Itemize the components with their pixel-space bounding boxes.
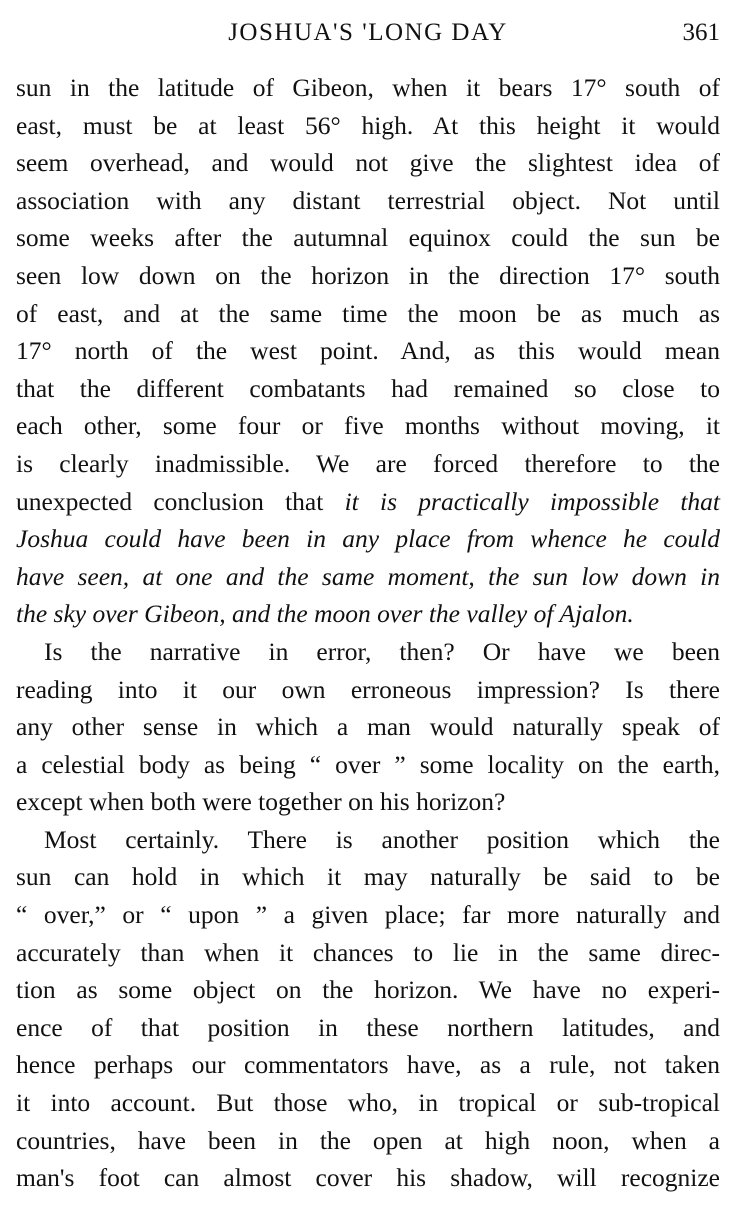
text-line	[16, 483, 720, 521]
text-line	[16, 295, 720, 333]
text-segment: “ over,” or “ upon ” a given place;	[16, 900, 463, 930]
text-segment: association with any distant terrestrial object. Not until	[16, 185, 720, 215]
running-head	[16, 16, 720, 50]
text-line	[16, 520, 720, 558]
text-line	[16, 69, 720, 107]
text-line	[16, 257, 720, 295]
text-segment: any other sense in which a man would naturally speak of	[16, 712, 720, 742]
text-segment: tion as some object on the horizon. We have no experi-	[16, 975, 720, 1005]
text-line	[16, 896, 720, 934]
text-segment: reading into it our own erroneous impression? Is there	[16, 674, 720, 704]
running-title: JOSHUA'S 'LONG DAY	[228, 19, 508, 46]
text-segment: Most certainly. There is another position which the	[44, 824, 720, 854]
text-line	[16, 370, 720, 408]
text-line	[16, 332, 720, 370]
italic-text: Joshua could have been in any place from whence he could	[16, 524, 720, 554]
text-line	[16, 144, 720, 182]
text-line	[16, 595, 720, 633]
text-line	[16, 1084, 720, 1122]
text-line	[16, 182, 720, 220]
text-line	[16, 858, 720, 896]
italic-text: have seen, at one and the same moment, the sun low down in	[16, 561, 720, 591]
text-segment: that the different combatants had remained so close to	[16, 373, 720, 403]
text-segment: except when both were together on his horizon?	[16, 787, 506, 817]
text-line	[16, 407, 720, 445]
text-segment: hence perhaps our commentators have, as a rule, not taken	[16, 1050, 720, 1080]
text-segment: Is the narrative in error, then? Or have we been	[44, 636, 720, 666]
text-line	[16, 746, 720, 784]
text-segment: accurately than when it chances to lie in the same direc-	[16, 937, 720, 967]
text-line	[16, 1159, 720, 1197]
text-segment: seem overhead, and would not give the slightest idea of	[16, 148, 720, 178]
text-line	[16, 934, 720, 972]
text-segment: is clearly inadmissible. We are forced therefore to the	[16, 448, 720, 478]
text-segment: each other, some four or five months without moving, it	[16, 411, 720, 441]
text-line	[16, 219, 720, 257]
text-segment: east, must be at least 56° high. At this height it would	[16, 110, 720, 140]
text-line	[16, 107, 720, 145]
text-line	[16, 971, 720, 1009]
text-line	[16, 783, 720, 821]
text-segment: a celestial body as being “ over ” some locality on the earth,	[16, 749, 720, 779]
text-line	[16, 1122, 720, 1160]
text-segment: unexpected conclusion that	[16, 486, 345, 516]
text-line	[16, 558, 720, 596]
text-segment: man's foot can almost cover his shadow, will recognize	[16, 1163, 720, 1193]
text-line	[16, 708, 720, 746]
italic-text: it is practically impossible that	[344, 486, 721, 516]
text-line	[16, 671, 720, 709]
body-text	[16, 69, 720, 1197]
text-segment: sun can hold in which it may naturally be said to be	[16, 862, 720, 892]
text-line	[16, 633, 720, 671]
text-segment: sun in the latitude of Gibeon, when it bears 17° south of	[16, 73, 720, 102]
text-segment: ence of that position in these northern latitudes, and	[16, 1012, 720, 1042]
text-segment: it into account. But those who, in tropical or sub-tropical	[16, 1088, 720, 1118]
text-segment: far more naturally and	[462, 900, 720, 930]
text-segment: of east, and at the same time the moon be as much as	[16, 298, 720, 328]
text-segment: seen low down on the horizon in the direction 17° south	[16, 260, 720, 290]
text-line	[16, 1046, 720, 1084]
text-line	[16, 445, 720, 483]
page-number: 361	[682, 19, 720, 46]
text-segment: countries, have been in the open at high noon, when a	[16, 1125, 720, 1155]
text-line	[16, 821, 720, 859]
text-segment: some weeks after the autumnal equinox could the sun be	[16, 223, 720, 253]
text-segment: 17° north of the west point. And, as this would mean	[16, 336, 720, 366]
text-line	[16, 1009, 720, 1047]
italic-text: the sky over Gibeon, and the moon over the valley of Ajalon.	[16, 599, 634, 629]
